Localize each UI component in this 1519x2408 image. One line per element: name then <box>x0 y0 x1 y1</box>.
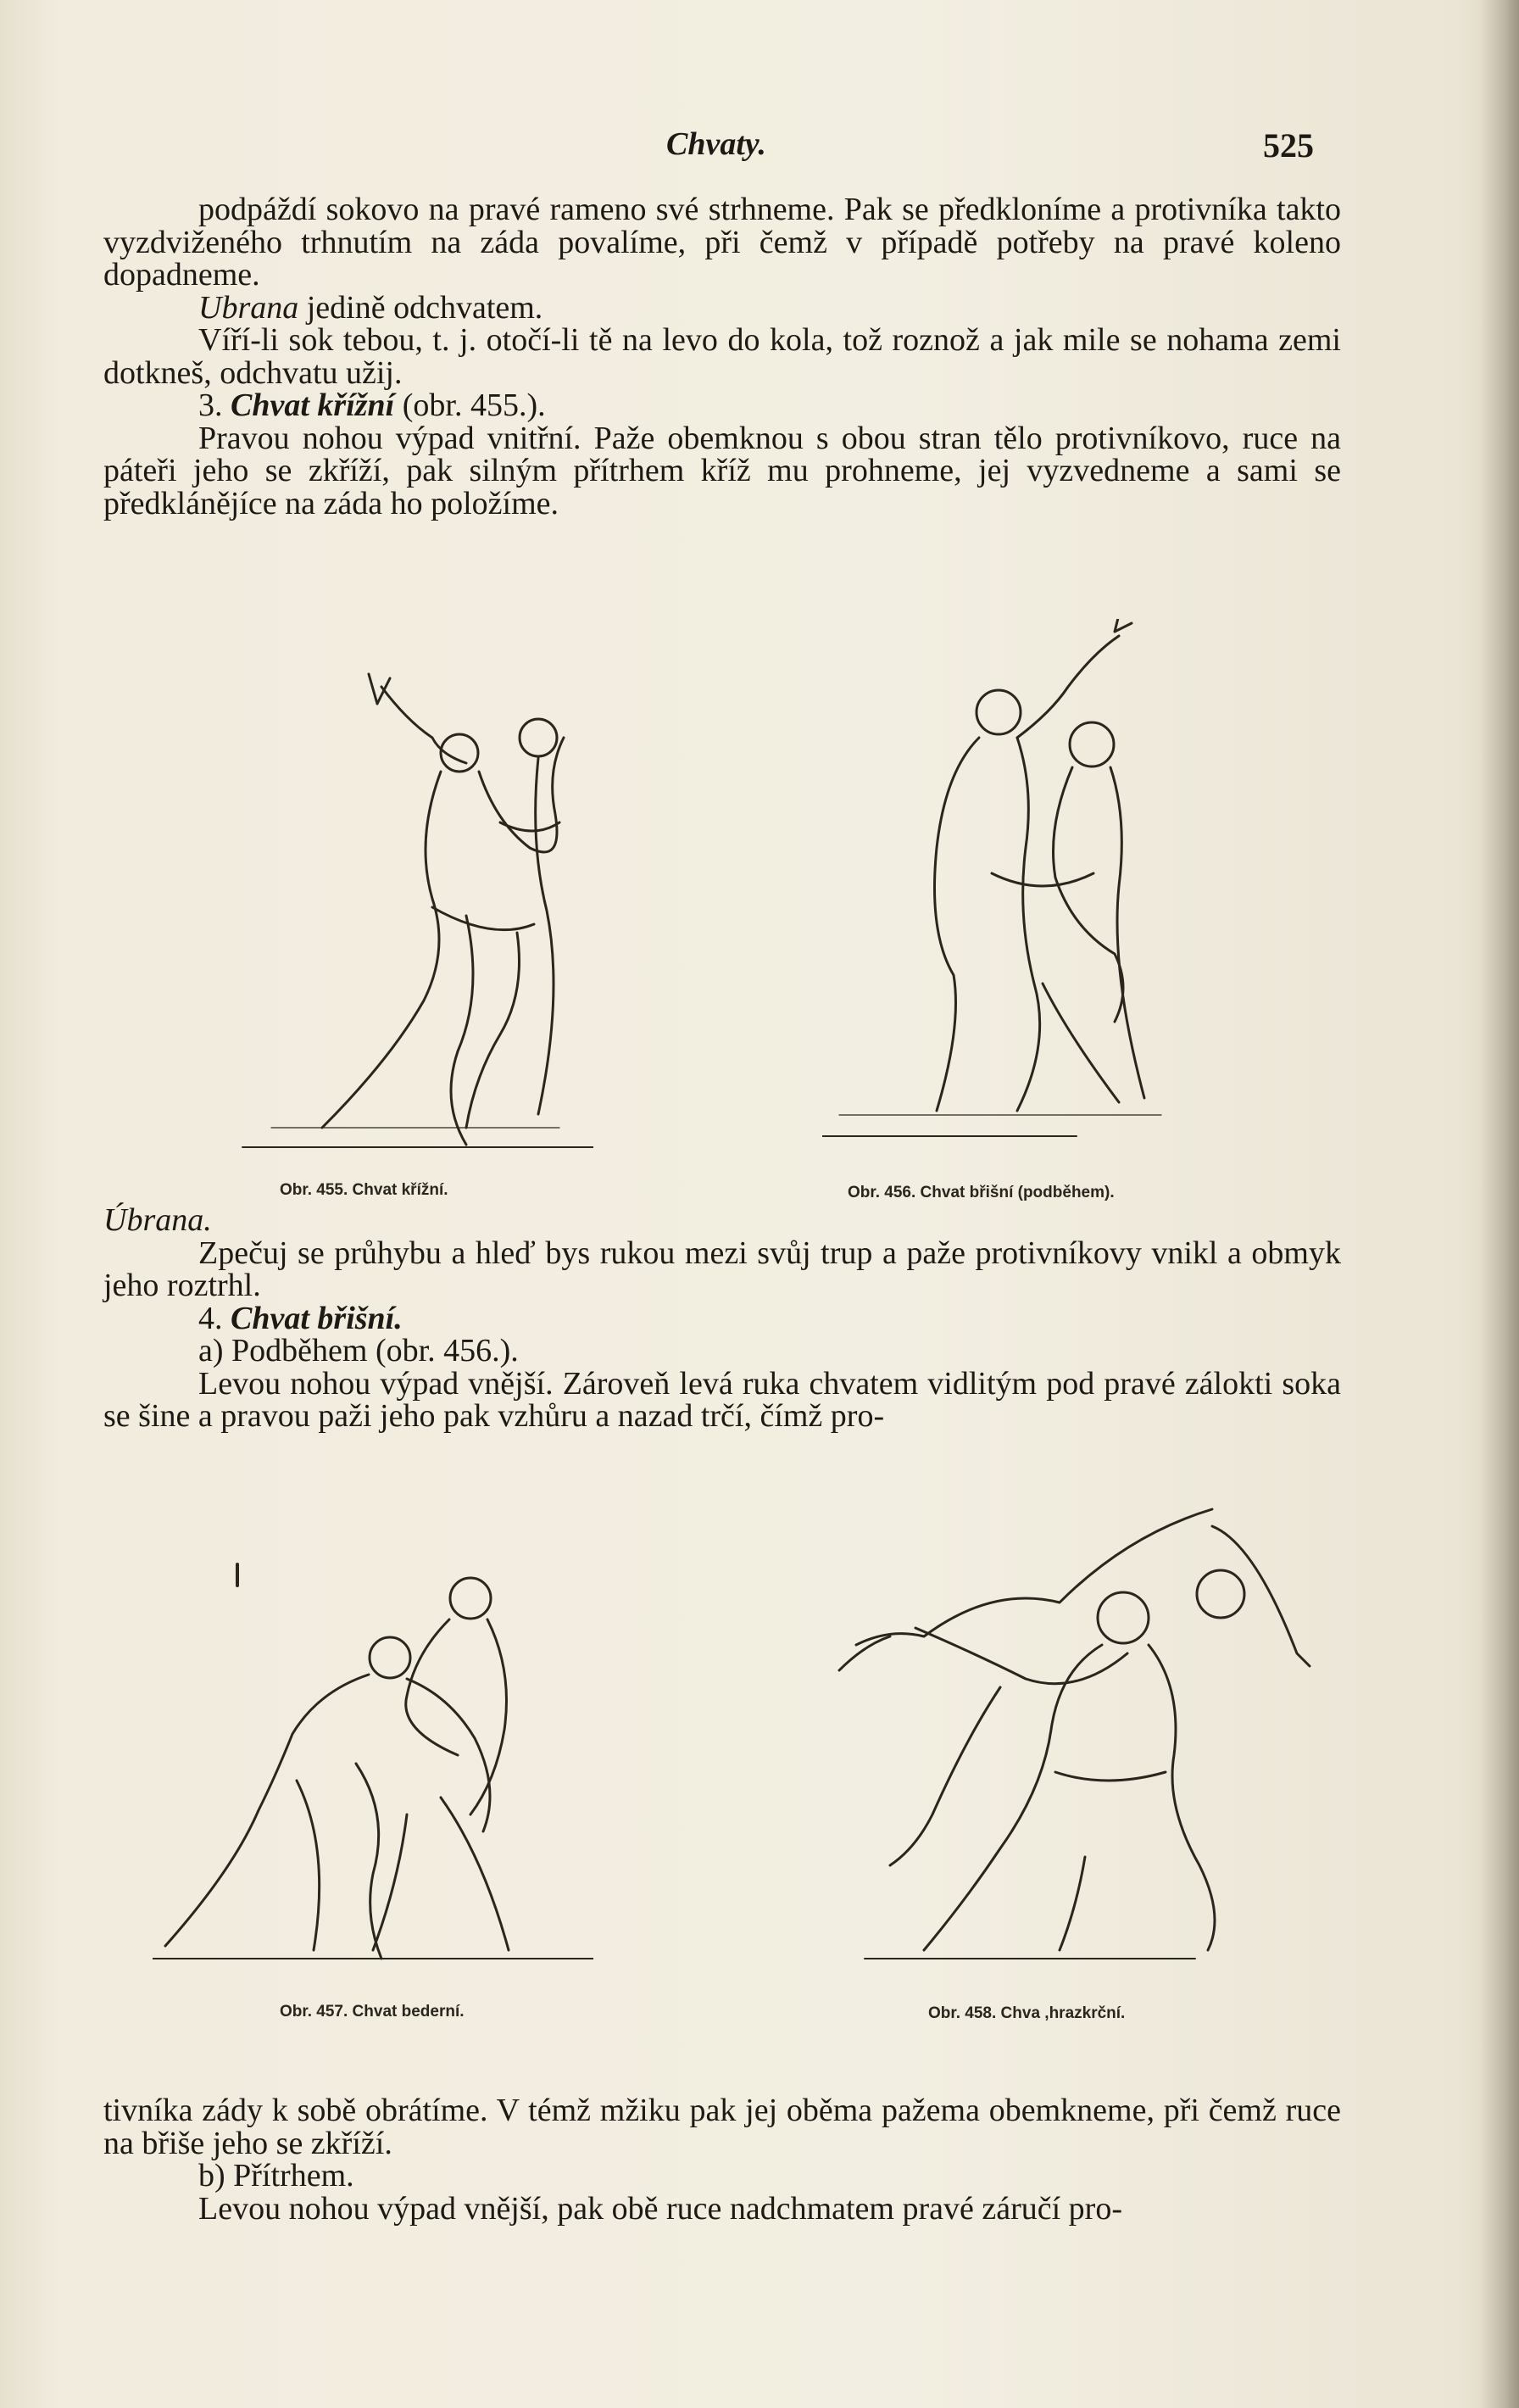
section-title: Chvat břišní. <box>231 1300 403 1336</box>
defense-label: Úbrana. <box>103 1202 212 1238</box>
section-number: 3. <box>198 387 231 423</box>
wrestlers-illustration-456 <box>822 619 1178 1153</box>
figure-caption-456: Obr. 456. Chvat břišní (podběhem). <box>848 1184 1115 1201</box>
page-number: 525 <box>1263 126 1314 164</box>
paragraph: podpáždí sokovo na pravé rameno své strhneme. Pak se předkloníme a protivníka takto vyzdviženého trhnutím na záda povalíme, při čemž v případě potřeby na pravé koleno dopadneme. <box>103 192 1341 293</box>
wrestlers-illustration-457 <box>153 1560 593 1984</box>
section-heading <box>103 389 1341 422</box>
paragraph: tivníka zády k sobě obrátíme. V témž mžiku pak jej oběma pažema obemkneme, při čemž ruce na břiše jeho se zkříží. <box>103 2093 1341 2161</box>
figure-caption-457: Obr. 457. Chvat bederní. <box>280 2003 465 2021</box>
wrestlers-illustration-455 <box>237 653 593 1153</box>
figure-458 <box>831 1501 1339 1984</box>
subsection-heading: b) Přítrhem. <box>198 2158 354 2193</box>
running-head-title: Chvaty. <box>666 126 766 162</box>
figure-caption-458: Obr. 458. Chva ,hrazkrční. <box>928 2004 1126 2022</box>
page-edge-shadow <box>1480 0 1519 2408</box>
section-ref: (obr. 455.). <box>394 387 546 423</box>
defense-heading <box>103 1204 1341 1237</box>
section-title: Chvat křížní <box>231 387 395 423</box>
paragraph: Zpečuj se průhybu a hleď bys rukou mezi svůj trup a paže protivníkovy vnikl a obmyk jeho roztrhl. <box>103 1235 1341 1303</box>
text-block-2 <box>103 1204 1341 1433</box>
paragraph: Levou nohou výpad vnější. Zároveň levá ruka chvatem vidlitým pod pravé zálokti soka se šine a pravou paži jeho pak vzhůru a nazad trčí, čímž pro- <box>103 1365 1341 1434</box>
figure-455 <box>237 653 593 1153</box>
text-block-3 <box>103 2094 1341 2225</box>
section-heading <box>103 1302 1341 1335</box>
figure-456 <box>822 619 1178 1153</box>
paragraph: Levou nohou výpad vnější, pak obě ruce nadchmatem pravé záručí pro- <box>198 2190 1122 2227</box>
paragraph: Víří-li sok tebou, t. j. otočí-li tě na levo do kola, tož roznož a jak mile se nohama zemi dotkneš, odchvatu užij. <box>103 322 1341 391</box>
figure-457 <box>153 1560 593 1984</box>
text-block-1 <box>103 193 1341 520</box>
defense-label: Ubrana <box>198 289 299 326</box>
subsection-heading: a) Podběhem (obr. 456.). <box>198 1333 519 1368</box>
defense-text: jedině odchvatem. <box>298 289 543 326</box>
running-head <box>0 125 1519 168</box>
section-number: 4. <box>198 1300 231 1336</box>
paragraph: Pravou nohou výpad vnitřní. Paže obemknou s obou stran tělo protivníkovo, ruce na páteři jeho se zkříží, pak silným přítrhem kříž mu prohneme, jej vyzvedneme a sami se předklánějíce na záda ho položíme. <box>103 420 1341 521</box>
paragraph-defense <box>103 289 1341 326</box>
figure-caption-455: Obr. 455. Chvat křížní. <box>280 1181 448 1199</box>
wrestlers-illustration-458 <box>831 1501 1339 1984</box>
